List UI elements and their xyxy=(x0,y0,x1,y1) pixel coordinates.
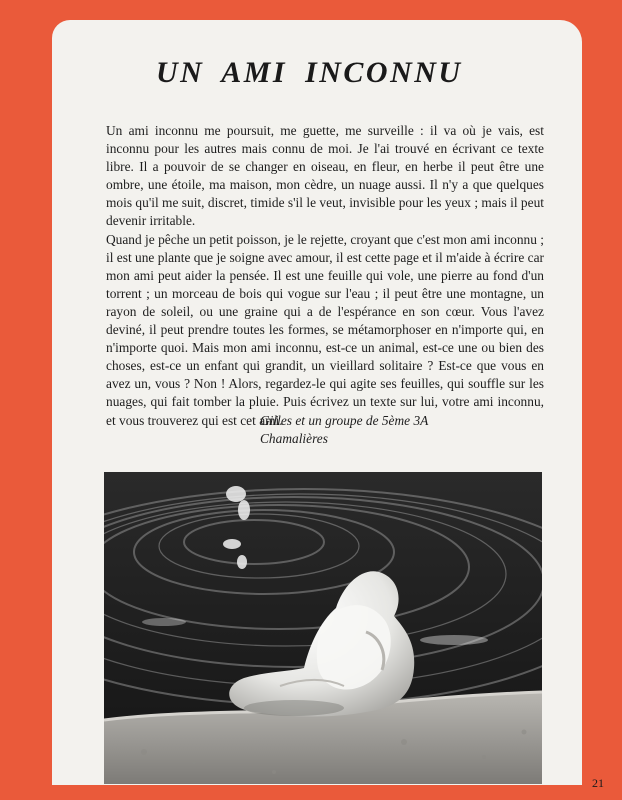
page-sheet xyxy=(52,20,582,785)
sculpture-photo xyxy=(104,472,542,784)
page-title: UN AMI INCONNU xyxy=(156,56,463,89)
article-body xyxy=(106,122,544,430)
paragraph-1: Un ami inconnu me poursuit, me guette, me surveille : il va où je vais, est inconnu pour les autres mais connu de moi. Je l'ai trouvé en écrivant ce texte libre. Il a pouvoir de se changer en oiseau, en fleur, en herbe il peut être une ombre, une étoile, ma maison, mon cèdre, un nuage aussi. Il n'y a que quelques mois qu'il me suit, discret, timide s'il le veut, invisible pour les yeux ; mais il peut devenir irritable. xyxy=(106,123,544,229)
page-number: 21 xyxy=(592,776,604,790)
signature xyxy=(260,412,428,448)
signature-author: Gilles et un groupe de 5ème 3A xyxy=(260,413,429,428)
paragraph-2: Quand je pêche un petit poisson, je le rejette, croyant que c'est mon ami inconnu ; il est une plante que je soigne avec amour, il est cette page et il m'aide à écrire car mon ami peut aider la pensée. Il est une feuille qui vole, une pierre au fond d'un torrent ; un morceau de bois qui vogue sur l'eau ; il peut être une montagne, un rayon de soleil, ou une graine qui a de l'espérance en son cœur. Vous l'avez deviné, il peut prendre toutes les formes, se métamorphoser en n'importe qui, en n'importe quoi. Mais mon ami inconnu, est-ce un animal, est-ce une ou bien des choses, est-ce un enfant qui grandit, un vieillard solitaire ? Est-ce que vous en avez un, vous ? Non ! Alors, regardez-le qui agite ses feuilles, qui souffle sur les nuages, qui fait tomber la pluie. Puis écrivez un texte sur lui, votre ami inconnu, et vous trouverez qui est cet ami. xyxy=(106,231,544,428)
signature-location: Chamalières xyxy=(260,431,328,446)
